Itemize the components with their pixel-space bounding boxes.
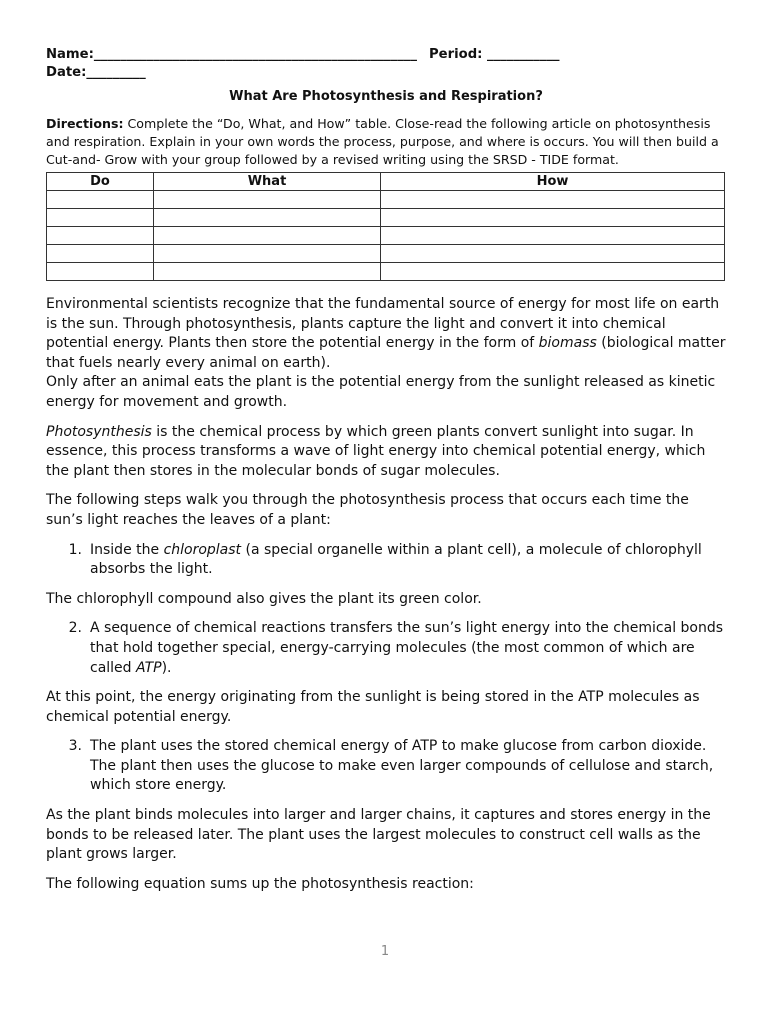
table-cell[interactable] (47, 227, 154, 245)
step-number: 2. (68, 620, 82, 637)
table-cell[interactable] (381, 209, 725, 227)
table-row (47, 227, 725, 245)
step-text: The plant uses the stored chemical energy of ATP to make glucose from carbon dioxide. The plant then uses the glucose to make even larger compounds of cellulose and starch, which store energy. (90, 738, 714, 794)
column-header-do: Do (47, 173, 154, 191)
text-run: (biological matter that fuels nearly every animal on earth). (46, 335, 726, 371)
step-number: 3. (68, 738, 82, 755)
date-field-label: Date:_________ (46, 65, 146, 80)
paragraph-steps-intro: The following steps walk you through the photosynthesis process that occurs each time the sun’s light reaches the leaves of a plant: (46, 492, 689, 528)
do-what-how-table (46, 172, 725, 281)
period-field-label: Period: ___________ (429, 47, 560, 62)
emphasis-photosynthesis: Photosynthesis (46, 423, 152, 440)
paragraph-energy-source (46, 295, 726, 413)
table-cell[interactable] (154, 263, 381, 281)
table-cell[interactable] (381, 227, 725, 245)
directions-text: Complete the “Do, What, and How” table. Close-read the following article on photosynthesis and respiration. Explain in your own words the process, purpose, and where is occurs. You will then build a Cut-and- Grow with your group followed by a revised writing using the SRSD - TIDE format. (46, 116, 719, 167)
directions-label: Directions: (46, 116, 124, 131)
emphasis-chloroplast: chloroplast (163, 541, 242, 558)
list-item-step-3 (46, 737, 726, 796)
column-header-how: How (381, 173, 725, 191)
table-cell[interactable] (381, 245, 725, 263)
table-cell[interactable] (154, 227, 381, 245)
paragraph-binding-molecules: As the plant binds molecules into larger and larger chains, it captures and stores energy in the bonds to be released later. The plant uses the largest molecules to construct cell walls as the plant grows larger. (46, 807, 711, 863)
table-cell[interactable] (47, 191, 154, 209)
table-cell[interactable] (154, 209, 381, 227)
table-cell[interactable] (381, 191, 725, 209)
table-row (47, 191, 725, 209)
date-line (46, 64, 726, 82)
table-cell[interactable] (154, 191, 381, 209)
table-cell[interactable] (47, 209, 154, 227)
list-item-step-1 (46, 541, 726, 580)
text-run: A sequence of chemical reactions transfers the sun’s light energy into the chemical bonds that hold together special, energy-carrying molecules (the most common of which are called (90, 620, 724, 676)
paragraph-atp-storage: At this point, the energy originating from the sunlight is being stored in the ATP molecules as chemical potential energy. (46, 689, 700, 725)
table-row (47, 245, 725, 263)
column-header-what: What (154, 173, 381, 191)
name-period-line (46, 46, 726, 64)
table-cell[interactable] (381, 263, 725, 281)
text-run: is the chemical process by which green plants convert sunlight into sugar. In essence, this process transforms a wave of light energy into chemical potential energy, which the plant then stores in the molecular bonds of sugar molecules. (46, 423, 706, 479)
emphasis-atp: ATP (136, 659, 162, 676)
text-run: Only after an animal eats the plant is the potential energy from the sunlight released as kinetic energy for movement and growth. (46, 374, 716, 410)
page-number: 1 (380, 944, 390, 959)
page-title: What Are Photosynthesis and Respiration? (229, 89, 543, 104)
table-header-row (47, 173, 725, 191)
name-field-label: Name:_________________________________________________ (46, 47, 417, 62)
worksheet-page (46, 46, 726, 894)
emphasis-biomass: biomass (538, 335, 597, 352)
text-run: Inside the (90, 541, 164, 558)
paragraph-equation-intro: The following equation sums up the photosynthesis reaction: (46, 875, 474, 892)
paragraph-photosynthesis-definition (46, 423, 726, 482)
paragraph-chlorophyll-color: The chlorophyll compound also gives the plant its green color. (46, 590, 482, 607)
table-cell[interactable] (154, 245, 381, 263)
list-item-step-2 (46, 619, 726, 678)
table-cell[interactable] (47, 263, 154, 281)
step-number: 1. (68, 541, 82, 558)
text-run: Environmental scientists recognize that the fundamental source of energy for most life on earth is the sun. Through photosynthesis, plants capture the light and convert it into chemical potential energy. Plants then store the potential energy in the form of (46, 296, 720, 352)
text-run: ). (161, 659, 172, 676)
table-row (47, 263, 725, 281)
directions-paragraph (46, 115, 726, 169)
table-row (47, 209, 725, 227)
text-run: (a special organelle within a plant cell), a molecule of chlorophyll absorbs the light. (90, 541, 702, 578)
table-cell[interactable] (47, 245, 154, 263)
